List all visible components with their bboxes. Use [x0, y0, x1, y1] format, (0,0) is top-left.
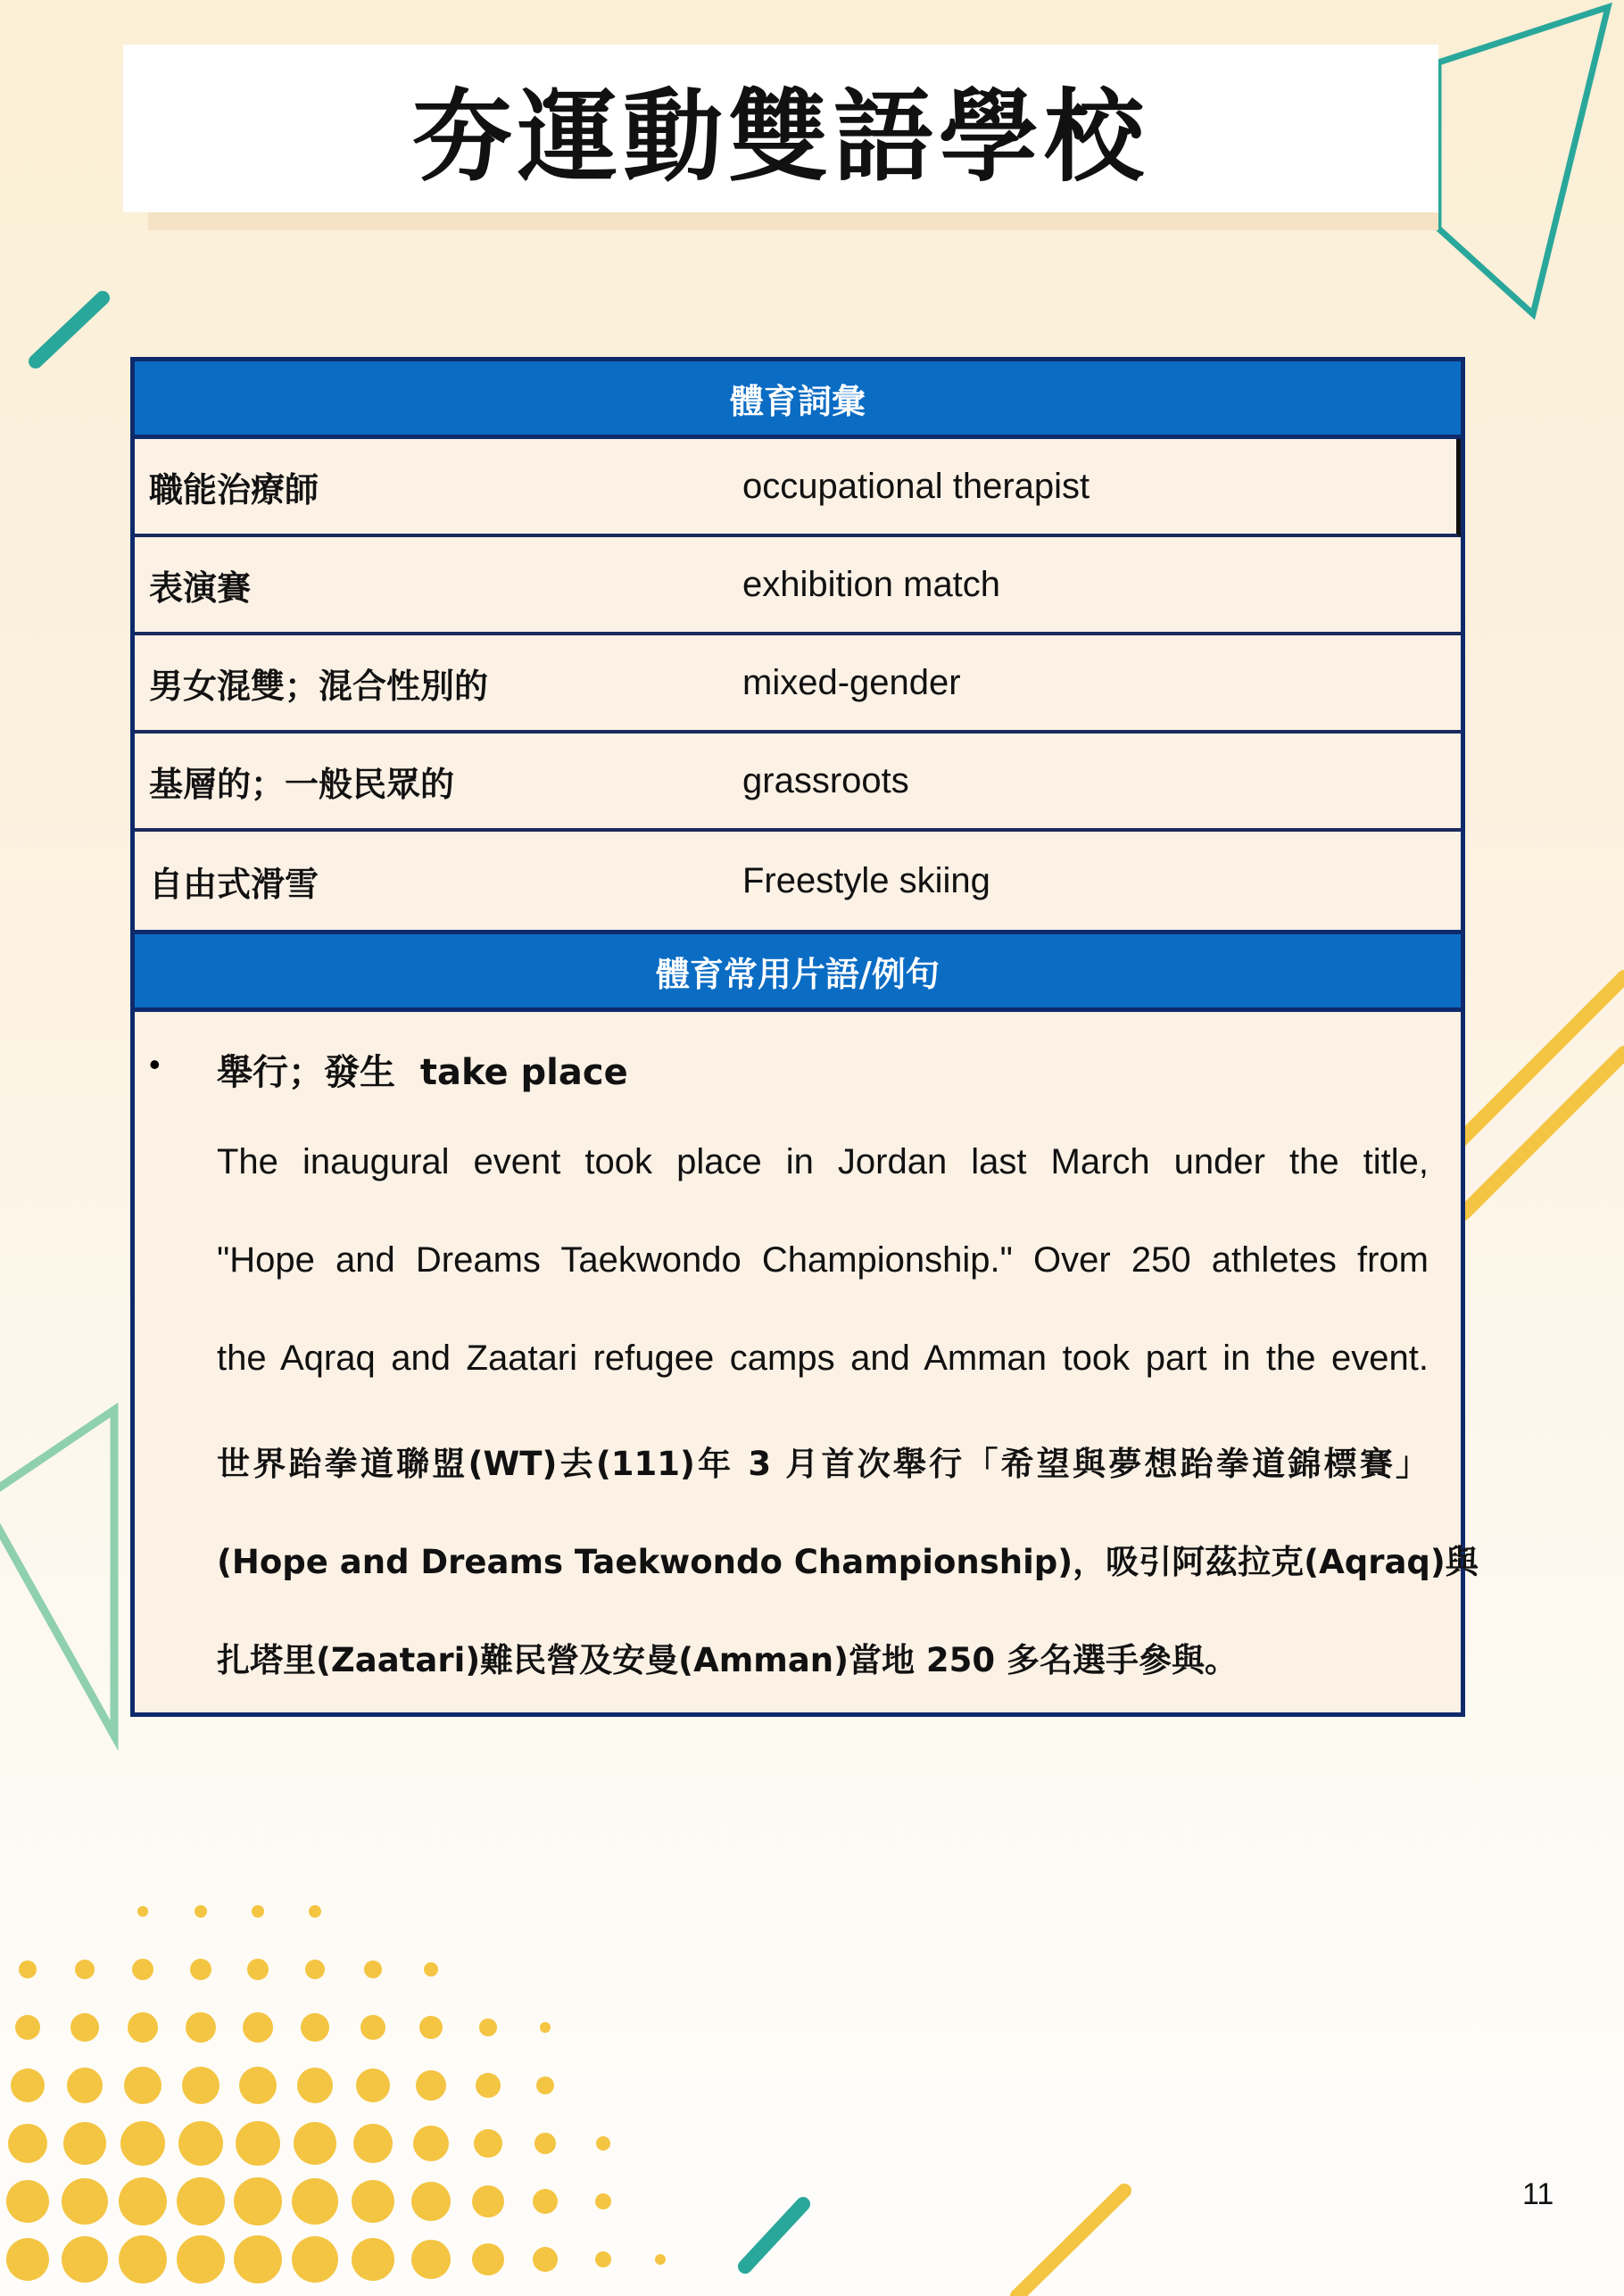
example-chinese-line-1: 世界跆拳道聯盟(WT)去(111)年 3 月首次舉行「希望與夢想跆拳道錦標賽」 — [217, 1445, 1429, 1483]
yellow-halftone-dots — [6, 1905, 666, 2284]
vocabulary-row — [135, 635, 1461, 734]
page-number: 11 — [1522, 2177, 1554, 2211]
vocabulary-english: occupational therapist — [742, 466, 1090, 506]
vocabulary-table — [130, 357, 1479, 1717]
vocabulary-row — [135, 439, 1461, 537]
vocabulary-chinese: 基層的；一般民眾的 — [149, 764, 455, 804]
vocabulary-row — [135, 537, 1461, 635]
yellow-line-decoration-2 — [1463, 1053, 1624, 1214]
example-english-line-1: The inaugural event took place in Jordan last March under the title, — [217, 1142, 1429, 1181]
teal-triangle-decoration — [1438, 7, 1608, 314]
yellow-dash-bottom-decoration — [1017, 2191, 1124, 2296]
vocabulary-chinese: 職能治療師 — [149, 469, 319, 510]
vocabulary-english: Freestyle skiing — [742, 860, 990, 900]
teal-dash-decoration — [36, 298, 103, 361]
vocabulary-chinese: 表演賽 — [149, 568, 252, 608]
page-title: 夯運動雙語學校 — [412, 79, 1149, 195]
example-english-line-3: the Aqraq and Zaatari refugee camps and Amman took part in the event. — [217, 1339, 1429, 1378]
example-chinese-line-2: (Hope and Dreams Taekwondo Championship)，吸引阿茲拉克(Aqraq)與 — [217, 1543, 1479, 1581]
title-banner — [123, 45, 1438, 212]
vocabulary-header: 體育詞彙 — [135, 361, 1461, 439]
example-english-line-2: "Hope and Dreams Taekwondo Championship." Over 250 athletes from — [217, 1240, 1429, 1280]
vocabulary-chinese: 男女混雙；混合性別的 — [149, 666, 489, 706]
mint-triangle-decoration — [0, 1410, 114, 1736]
teal-dash-bottom-decoration — [745, 2204, 803, 2267]
bullet-point: • — [149, 1046, 161, 1082]
vocabulary-english: grassroots — [742, 760, 909, 800]
example-chinese-line-3: 扎塔里(Zaatari)難民營及安曼(Amman)當地 250 多名選手參與。 — [217, 1641, 1239, 1679]
phrases-header: 體育常用片語/例句 — [135, 930, 1461, 1012]
vocabulary-row — [135, 832, 1461, 930]
phrases-body — [135, 1012, 1479, 1699]
vocabulary-row — [135, 734, 1461, 832]
phrase-text: 舉行；發生 take place — [217, 1052, 628, 1093]
phrase-title — [217, 1044, 1429, 1095]
vocabulary-english: exhibition match — [742, 564, 1001, 604]
vocabulary-chinese: 自由式滑雪 — [149, 864, 319, 904]
vocabulary-english: mixed-gender — [742, 662, 961, 702]
